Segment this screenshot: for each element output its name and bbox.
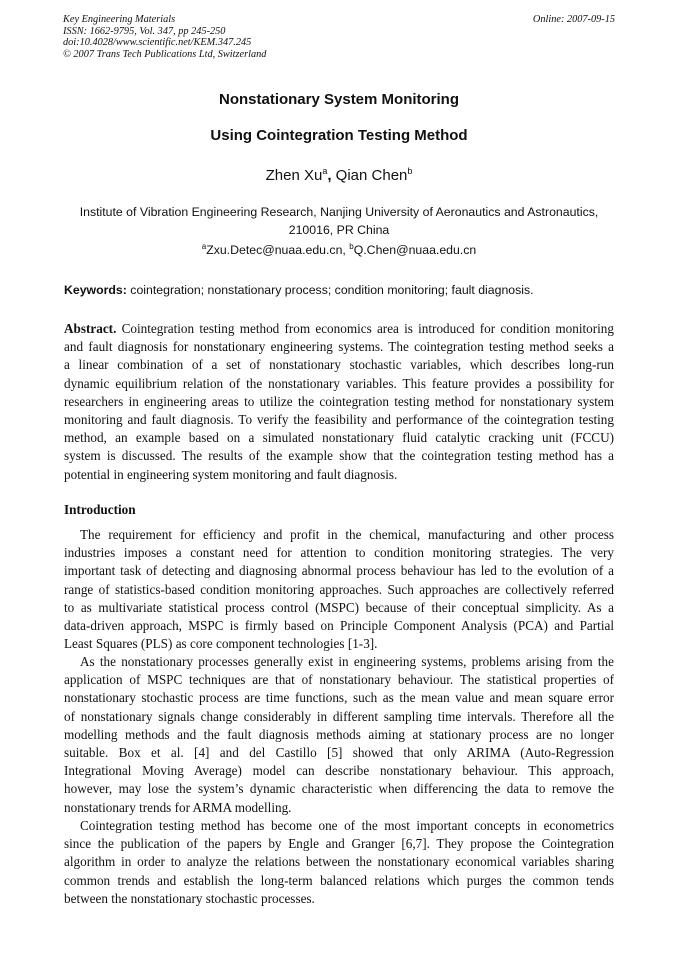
author-separator: ,	[327, 167, 336, 184]
paragraph-line: Integrational Moving Average) model can describe nonstationary behaviour. This approach,	[64, 763, 614, 779]
keywords-label: Keywords:	[64, 283, 127, 297]
keywords-text: cointegration; nonstationary process; condition monitoring; fault diagnosis.	[126, 283, 534, 297]
paragraph-line: important task of detecting and diagnosing abnormal process behaviour has led to the evolution of a	[64, 563, 614, 579]
author-sup: a	[322, 166, 328, 176]
affiliation	[60, 203, 618, 239]
author-sup: b	[407, 166, 413, 176]
journal-header	[63, 14, 615, 60]
paragraph-line: however, may lose the system’s dynamic characteristic when differencing the data to remove the	[64, 781, 614, 797]
paragraph-line: range of statistics-based condition monitoring approaches. Such approaches are collectively referred	[64, 581, 614, 597]
paragraph-line: algorithm in order to analyze the relations between the nonstationary economical variables sharing	[64, 854, 614, 870]
paragraph-line: since the publication of the papers by Engle and Granger [6,7]. They propose the Cointegration	[64, 836, 614, 852]
abstract	[64, 320, 614, 484]
paragraph-line: of nonstationary signals change considerably in different sampling time intervals. Therefore all the	[64, 708, 614, 724]
email-link[interactable]: Q.Chen@nuaa.edu.cn	[353, 243, 477, 257]
author-list	[0, 166, 678, 184]
author-name: Zhen Xu	[265, 167, 323, 184]
abstract-line: monitoring and fault diagnosis. To verify the feasibility and performance of the cointegration testing	[64, 411, 614, 427]
issn-line: ISSN: 1662-9795, Vol. 347, pp 245-250	[63, 25, 226, 37]
paragraph-line: suitable. Box et al. [4] and del Castillo [5] showed that only ARIMA (Auto-Regression	[64, 744, 614, 760]
abstract-text: Cointegration testing method from economics area is introduced for condition monitoring	[116, 321, 614, 336]
abstract-label: Abstract.	[64, 321, 117, 336]
affiliation-line2: 210016, PR China	[288, 223, 390, 237]
author-name: Qian Chen	[335, 167, 408, 184]
abstract-line: potential in engineering system monitoring and fault diagnosis.	[64, 466, 398, 482]
intro-paragraph-3	[64, 817, 614, 908]
paper-title-line2: Using Cointegration Testing Method	[210, 127, 468, 144]
abstract-line: researchers in engineering areas to utilize the cointegration testing method for nonstationary system	[64, 393, 614, 409]
email-sup: a	[201, 242, 207, 251]
copyright-line: © 2007 Trans Tech Publications Ltd, Switzerland	[63, 48, 267, 60]
abstract-line	[64, 320, 614, 338]
affiliation-line1: Institute of Vibration Engineering Research, Nanjing University of Aeronautics and Astronautics,	[79, 205, 599, 219]
doi-line: doi:10.4028/www.scientific.net/KEM.347.245	[63, 37, 252, 48]
paragraph-line: nonstationary trends for ARMA modelling.	[64, 799, 292, 815]
intro-paragraph-1	[64, 526, 614, 653]
paragraph-line: As the nonstationary processes generally exist in engineering systems, problems arising from the	[80, 654, 614, 669]
paragraph-line: Least Squares (PLS) as core component technologies [1-3].	[64, 636, 378, 652]
online-date: Online: 2007-09-15	[532, 14, 615, 25]
author-emails	[0, 242, 678, 257]
paragraph-line: Cointegration testing method has become one of the most important concepts in econometrics	[80, 818, 614, 833]
section-heading-introduction: Introduction	[64, 502, 136, 517]
intro-paragraph-2	[64, 653, 614, 817]
paragraph-line: to as multivariate statistical process control (MSPC) because of their conceptual simplicity. As a	[64, 599, 614, 615]
abstract-line: dynamic equilibrium relation of the nonstationary variables. This feature provides a possibility for	[64, 375, 614, 391]
paper-title-line1: Nonstationary System Monitoring	[218, 91, 460, 108]
journal-name: Key Engineering Materials	[63, 14, 176, 25]
abstract-line: a linear combination of a set of nonstationary stochastic variables, which describes long-run	[64, 357, 614, 373]
abstract-line: method, an example based on a simulated nonstationary fluid catalytic cracking unit (FCCU)	[64, 430, 614, 446]
paragraph-line: application of MSPC techniques are that of nonstationary behaviour. The statistical properties of	[64, 672, 614, 688]
paragraph-line: common trends and establish the long-term balanced relations which purges the common tends	[64, 872, 614, 888]
paragraph-line: nonstationary stochastic process are time functions, such as the mean value and mean square error	[64, 690, 614, 706]
email-sup: b	[349, 242, 354, 251]
abstract-line: and fault diagnosis for nonstationary engineering systems. The cointegration testing method seeks a	[64, 339, 614, 355]
paragraph-line: data-driven approach, MSPC is firmly based on Principle Component Analysis (PCA) and Partial	[64, 617, 614, 633]
paragraph-line: modelling methods and the fault diagnosis methods aiming at stationary process are no longer	[64, 726, 614, 742]
paragraph-line: industries imposes a constant need for attention to condition monitoring strategies. The very	[64, 545, 614, 561]
email-link[interactable]: Zxu.Detec@nuaa.edu.cn,	[206, 243, 350, 257]
abstract-line: system is discussed. The results of the example show that the cointegration testing method has a	[64, 448, 614, 464]
paragraph-line: The requirement for efficiency and profit in the chemical, manufacturing and other process	[80, 527, 614, 542]
keywords	[64, 283, 624, 297]
paragraph-line: between the nonstationary stochastic processes.	[64, 890, 315, 906]
